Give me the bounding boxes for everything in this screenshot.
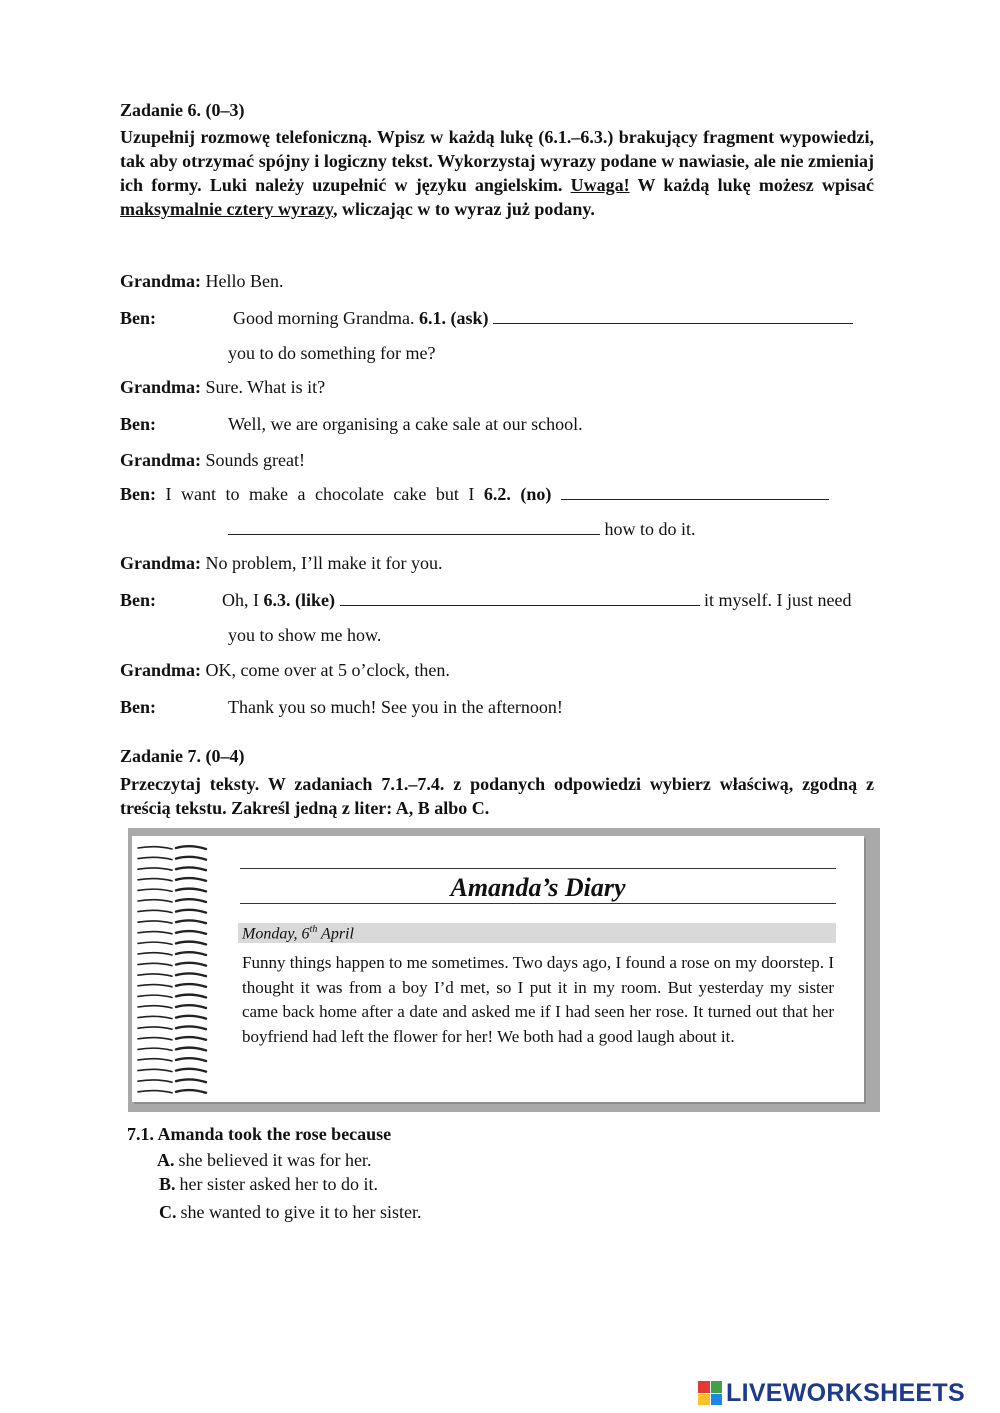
speaker-label-ben (120, 414, 156, 435)
speaker-label: Grandma: (120, 271, 201, 291)
instr-word-limit: maksymalnie cztery wyrazy (120, 199, 333, 219)
gap-6-2-blank[interactable] (561, 484, 829, 500)
speaker-label: Ben: (120, 308, 156, 328)
line-text: OK, come over at 5 o’clock, then. (205, 660, 450, 680)
line-text: Hello Ben. (205, 271, 284, 291)
option-letter: C. (159, 1202, 177, 1222)
logo-square (711, 1394, 723, 1406)
line-text: Good morning Grandma. (233, 308, 415, 328)
dialogue-line (120, 484, 829, 505)
diary-rule-bottom (240, 903, 836, 904)
liveworksheets-logo (698, 1378, 965, 1408)
logo-square (698, 1394, 710, 1406)
date-suffix: th (309, 924, 318, 935)
speaker-label-ben (120, 590, 156, 611)
task7-title: Zadanie 7. (0–4) (120, 746, 245, 766)
speaker-label: Grandma: (120, 553, 201, 573)
line-text: how to do it. (604, 519, 696, 539)
line-text: Sounds great! (205, 450, 305, 470)
logo-square (698, 1381, 710, 1393)
logo-grid-icon (698, 1381, 722, 1405)
diary-date (242, 924, 354, 943)
dialogue-line: you to show me how. (228, 625, 382, 645)
speaker-label-ben (120, 697, 156, 718)
speaker-label: Ben: (120, 697, 156, 717)
instr-text: Uzupełnij rozmowę telefoniczną. Wpisz w każdą lukę (6.1.–6.3.) brakujący fragment wypowiedzi, tak aby otrzymać spójny i logiczny tekst. Wykorzystaj wyrazy podane w nawiasie, ale nie zmieniaj ich formy. Luki należy uzupełnić w języku angielskim. (120, 127, 874, 195)
speaker-label: Ben: (120, 414, 156, 434)
dialogue-line (233, 308, 853, 329)
diary-rule-top (240, 868, 836, 869)
logo-square (711, 1381, 723, 1393)
option-letter: B. (159, 1174, 176, 1194)
option-a[interactable] (157, 1150, 371, 1171)
line-text: it myself. I just need (704, 590, 852, 610)
dialogue-line (120, 450, 305, 471)
dialogue-line (120, 660, 450, 681)
speaker-label: Ben: (120, 484, 156, 504)
dialogue-line (120, 553, 442, 574)
option-text: she wanted to give it to her sister. (180, 1202, 422, 1222)
speaker-label-ben (120, 308, 156, 329)
dialogue-line (222, 590, 851, 611)
gap-6-3-blank[interactable] (340, 590, 700, 606)
instr-text: , wliczając w to wyraz już podany. (332, 199, 595, 219)
question-7-1-stem: 7.1. Amanda took the rose because (127, 1124, 392, 1144)
date-month: April (317, 925, 354, 943)
logo-text: LIVEWORKSHEETS (726, 1378, 965, 1407)
dialogue-line (120, 271, 284, 292)
gap-6-1-blank[interactable] (493, 308, 853, 324)
line-text: Oh, I (222, 590, 259, 610)
speaker-label: Ben: (120, 590, 156, 610)
spiral-binding-icon (136, 842, 212, 1100)
dialogue-line: Well, we are organising a cake sale at our school. (228, 414, 583, 434)
gap-label: 6.2. (no) (483, 484, 552, 504)
line-text: I want to make a chocolate cake but I (165, 484, 475, 504)
task6-instructions (120, 125, 874, 221)
dialogue-line (120, 377, 325, 398)
option-c[interactable] (159, 1202, 421, 1223)
instr-warning: Uwaga! (570, 175, 630, 195)
gap-label: 6.3. (like) (263, 590, 335, 610)
task7-instructions: Przeczytaj teksty. W zadaniach 7.1.–7.4. z podanych odpowiedzi wybierz właściwą, zgodną z treścią tekstu. Zakreśl jedną z liter: A, B albo C. (120, 774, 874, 818)
option-text: she believed it was for her. (178, 1150, 372, 1170)
diary-title: Amanda’s Diary (450, 873, 626, 902)
speaker-label: Grandma: (120, 377, 201, 397)
speaker-label: Grandma: (120, 660, 201, 680)
diary-entry-text: Funny things happen to me sometimes. Two days ago, I found a rose on my doorstep. I thought it was from a boy I’d met, so I put it in my room. But yesterday my sister came back home after a date and asked me if I had seen her rose. It turned out that her boyfriend had left the flower for her! We both had a good laugh about it. (242, 953, 834, 1046)
option-b[interactable] (159, 1174, 378, 1195)
gap-6-2-blank-cont[interactable] (228, 519, 600, 535)
option-text: her sister asked her to do it. (179, 1174, 378, 1194)
option-letter: A. (157, 1150, 175, 1170)
dialogue-line: you to do something for me? (228, 343, 436, 363)
speaker-label: Grandma: (120, 450, 201, 470)
line-text: No problem, I’ll make it for you. (205, 553, 443, 573)
date-day: Monday, 6 (242, 925, 310, 943)
line-text: Sure. What is it? (205, 377, 326, 397)
dialogue-line (228, 519, 696, 540)
instr-text: W każdą lukę możesz wpisać (629, 175, 874, 195)
gap-label: 6.1. (ask) (418, 308, 489, 328)
dialogue-line: Thank you so much! See you in the afternoon! (228, 697, 563, 717)
task6-title: Zadanie 6. (0–3) (120, 100, 245, 120)
